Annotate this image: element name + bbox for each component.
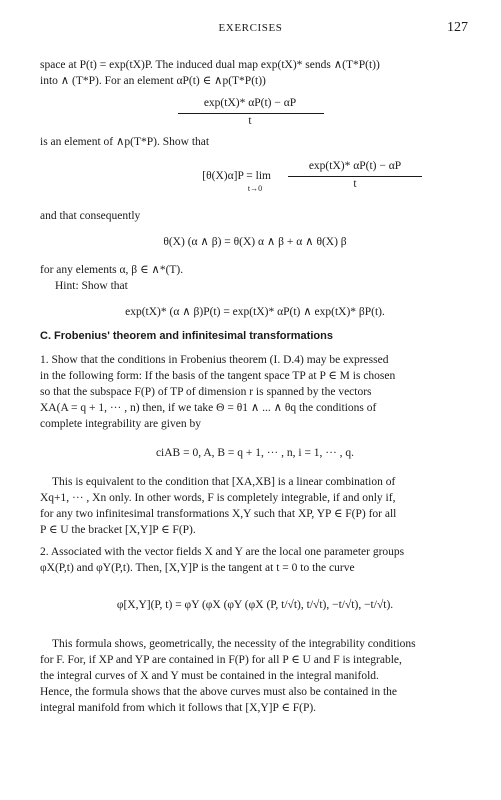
text-line: Hence, the formula shows that the above curves must also be contained in the [40, 686, 398, 698]
fraction-denominator: t [248, 115, 252, 127]
running-title: EXERCISES [218, 22, 283, 34]
text-line: is an element of ∧p(T*P). Show that [40, 136, 210, 148]
text-line: and that consequently [40, 210, 141, 222]
equation-numerator: exp(tX)* αP(t) − αP [308, 160, 402, 172]
text-line: for F. For, if XP and YP are contained in F(P) for all P ∈ U and F is integrable, [40, 654, 402, 666]
running-header [0, 22, 501, 38]
text-line: complete integrability are given by [40, 418, 201, 430]
text-line: 2. Associated with the vector fields X and Y are the local one parameter groups [40, 546, 405, 558]
text-line: This formula shows, geometrically, the necessity of the integrability conditions [52, 638, 416, 650]
text-line: for any elements α, β ∈ ∧*(T). [40, 264, 184, 276]
text-line: P ∈ U the bracket [X,Y]P ∈ F(P). [40, 524, 196, 536]
text-line: the integral curves of X and Y must be contained in the integral manifold. [40, 670, 379, 682]
text-line: for any two infinitesimal transformations X,Y such that XP, YP ∈ F(P) for all [40, 508, 397, 520]
text-line: φX(P,t) and φY(P,t). Then, [X,Y]P is the tangent at t = 0 to the curve [40, 562, 355, 574]
fraction-bar [288, 176, 422, 177]
hint-line: Hint: Show that [55, 280, 128, 292]
section-heading: C. Frobenius' theorem and infinitesimal transformations [40, 330, 333, 342]
text-line: XA(A = q + 1, ··· , n) then, if we take Θ = θ1 ∧ ... ∧ θq the conditions of [40, 402, 377, 414]
text-line: Xq+1, ··· , Xn only. In other words, F is completely integrable, if and only if, [40, 492, 396, 504]
text-line: space at P(t) = exp(tX)P. The induced dual map exp(tX)* sends ∧(T*P(t)) [40, 59, 380, 71]
equation: θ(X) (α ∧ β) = θ(X) α ∧ β + α ∧ θ(X) β [163, 236, 347, 248]
equation-left: [θ(X)α]P = lim [202, 170, 271, 182]
text-line: 1. Show that the conditions in Frobenius theorem (I. D.4) may be expressed [40, 354, 389, 366]
equation-denominator: t [353, 178, 357, 190]
text-line: into ∧ (T*P). For an element αP(t) ∈ ∧p(T*P(t)) [40, 75, 266, 87]
text-line: so that the subspace F(P) of TP of dimension r is spanned by the vectors [40, 386, 372, 398]
fraction-bar [178, 113, 324, 114]
text-line: integral manifold from which it follows that [X,Y]P ∈ F(P). [40, 702, 317, 714]
limit-subscript: t→0 [247, 184, 263, 193]
page-number: 127 [447, 20, 468, 35]
equation: φ[X,Y](P, t) = φY (φX (φY (φX (P, t/√t), t/√t), −t/√t), −t/√t). [116, 599, 394, 611]
fraction-numerator: exp(tX)* αP(t) − αP [203, 97, 297, 109]
text-line: in the following form: If the basis of the tangent space TP at P ∈ M is chosen [40, 370, 396, 382]
equation: exp(tX)* (α ∧ β)P(t) = exp(tX)* αP(t) ∧ exp(tX)* βP(t). [125, 306, 385, 318]
equation: ciAB = 0, A, B = q + 1, ··· , n, i = 1, ··· , q. [155, 447, 355, 459]
text-line: This is equivalent to the condition that [XA,XB] is a linear combination of [52, 476, 396, 488]
